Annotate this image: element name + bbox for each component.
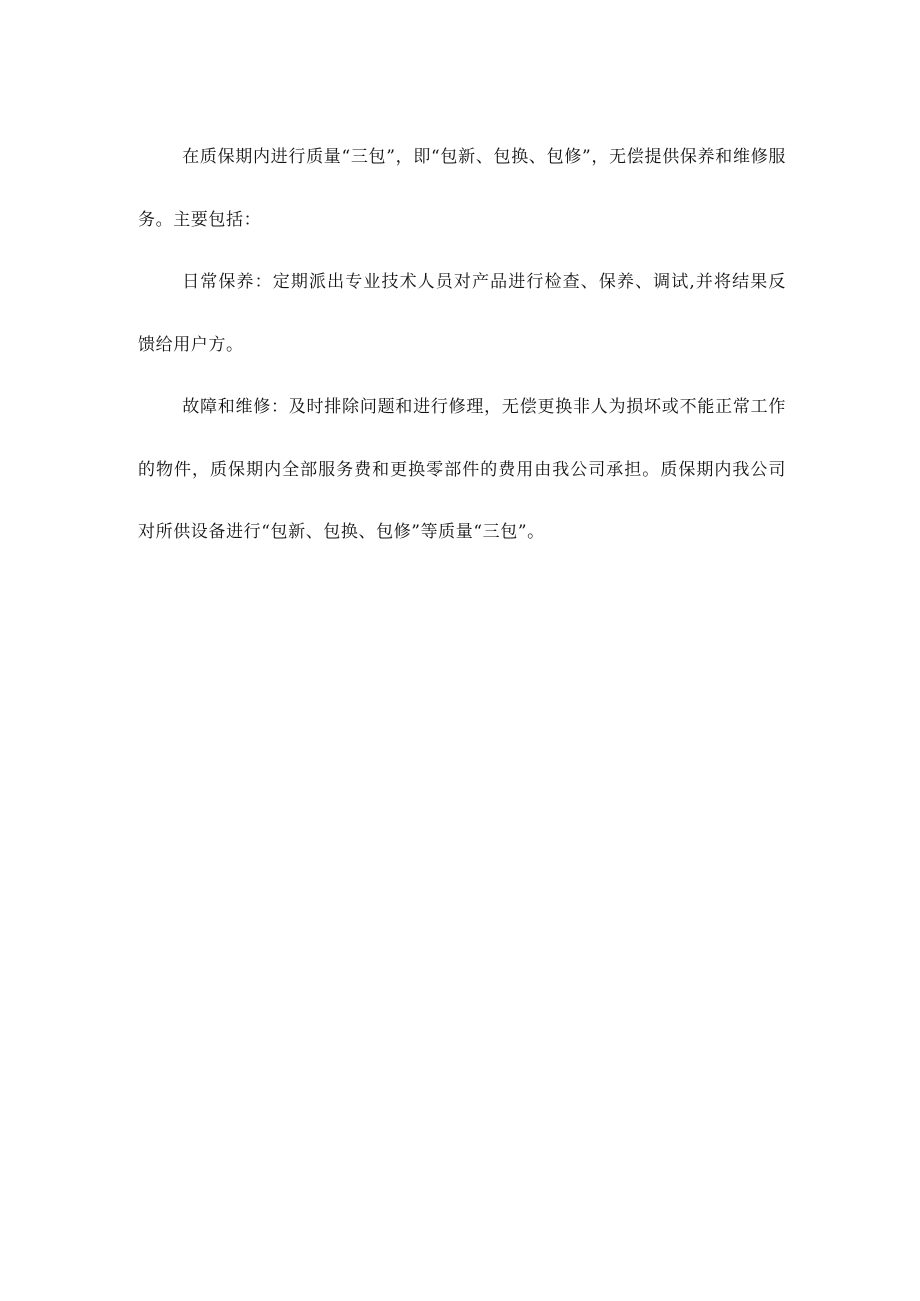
paragraph-routine-maintenance: 日常保养：定期派出专业技术人员对产品进行检查、保养、调试,并将结果反馈给用户方。: [138, 272, 786, 355]
paragraph-fault-repair: 故障和维修：及时排除问题和进行修理，无偿更换非人为损坏或不能正常工作的物件，质保期内全部服务费和更换零部件的费用由我公司承担。质保期内我公司对所供设备进行“包新、包换、包修”等质量“三包”。: [138, 397, 786, 542]
paragraph-warranty-intro: 在质保期内进行质量“三包”，即“包新、包换、包修”，无偿提供保养和维修服务。主要包括：: [138, 147, 786, 230]
document-body: [138, 126, 786, 564]
